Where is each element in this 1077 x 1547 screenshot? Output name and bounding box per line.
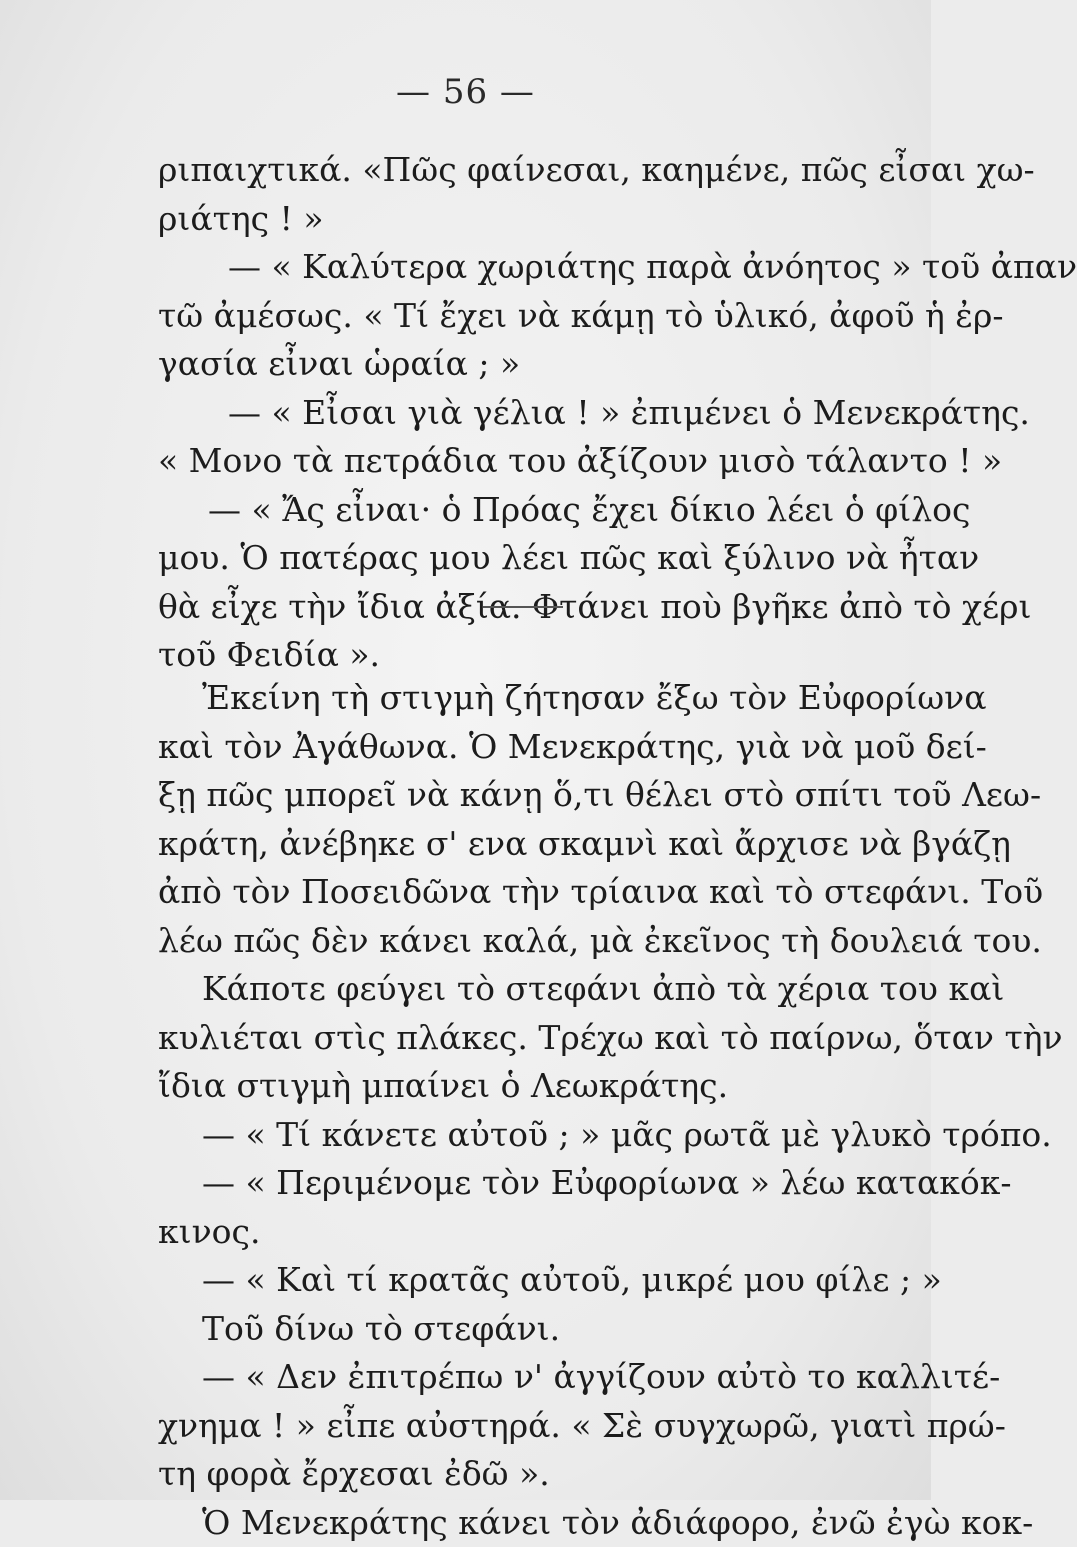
text-line: Τοῦ δίνω τὸ στεφάνι. bbox=[158, 1305, 898, 1354]
text-line: Κάποτε φεύγει τὸ στεφάνι ἀπὸ τὰ χέρια του καὶ bbox=[158, 965, 898, 1014]
text-line: κυλιέται στὶς πλάκες. Τρέχω καὶ τὸ παίρνω, ὅταν τὴν bbox=[158, 1014, 898, 1063]
text-line: — « Εἶσαι γιὰ γέλια ! » ἐπιμένει ὁ Μενεκράτης. bbox=[158, 389, 898, 438]
text-line: τη φορὰ ἔρχεσαι ἐδῶ ». bbox=[158, 1450, 898, 1499]
text-line: θὰ εἶχε τὴν ἴδια ἀξία. Φτάνει ποὺ βγῆκε ἀπὸ τὸ χέρι bbox=[158, 583, 898, 632]
text-line: κινος. bbox=[158, 1208, 898, 1257]
section-divider bbox=[483, 606, 563, 608]
text-line: γασία εἶναι ὡραία ; » bbox=[158, 340, 898, 389]
text-line: λέω πῶς δὲν κάνει καλά, μὰ ἐκεῖνος τὴ δουλειά του. bbox=[158, 917, 898, 966]
text-line: — « Καλύτερα χωριάτης παρὰ ἀνόητος » τοῦ ἀπαν bbox=[158, 243, 898, 292]
text-line: ριάτης ! » bbox=[158, 195, 898, 244]
text-line: — « Τί κάνετε αὐτοῦ ; » μᾶς ρωτᾶ μὲ γλυκὸ τρόπο. bbox=[158, 1111, 898, 1160]
text-line: καὶ τὸν Ἀγάθωνα. Ὁ Μενεκράτης, γιὰ νὰ μοῦ δεί- bbox=[158, 723, 898, 772]
text-line: Ἐκείνη τὴ στιγμὴ ζήτησαν ἔξω τὸν Εὐφορίωνα bbox=[158, 674, 898, 723]
text-line: χνημα ! » εἶπε αὐστηρά. « Σὲ συγχωρῶ, γιατὶ πρώ- bbox=[158, 1402, 898, 1451]
text-line: μου. Ὁ πατέρας μου λέει πῶς καὶ ξύλινο νὰ ἦταν bbox=[158, 534, 898, 583]
text-line: « Μονο τὰ πετράδια του ἀξίζουν μισὸ τάλαντο ! » bbox=[158, 437, 898, 486]
text-line: Ὁ Μενεκράτης κάνει τὸν ἀδιάφορο, ἐνῶ ἐγὼ κοκ- bbox=[158, 1499, 898, 1547]
page-number: — 56 — bbox=[0, 72, 931, 112]
text-line: ἀπὸ τὸν Ποσειδῶνα τὴν τρίαινα καὶ τὸ στεφάνι. Τοῦ bbox=[158, 868, 898, 917]
text-line: — « Περιμένομε τὸν Εὐφορίωνα » λέω κατακόκ- bbox=[158, 1159, 898, 1208]
text-line: ἴδια στιγμὴ μπαίνει ὁ Λεωκράτης. bbox=[158, 1062, 898, 1111]
text-line: — « Δεν ἐπιτρέπω ν' ἀγγίζουν αὐτὸ το καλλιτέ- bbox=[158, 1353, 898, 1402]
text-line: ριπαιχτικά. «Πῶς φαίνεσαι, καημένε, πῶς εἶσαι χω- bbox=[158, 146, 898, 195]
text-line: ξῃ πῶς μπορεῖ νὰ κάνῃ ὅ,τι θέλει στὸ σπίτι τοῦ Λεω- bbox=[158, 771, 898, 820]
text-block-dialogue bbox=[158, 146, 898, 680]
text-block-narrative bbox=[158, 674, 898, 1547]
text-line: κράτη, ἀνέβηκε σ' ενα σκαμνὶ καὶ ἄρχισε νὰ βγάζῃ bbox=[158, 820, 898, 869]
text-line: — « Καὶ τί κρατᾶς αὐτοῦ, μικρέ μου φίλε ; » bbox=[158, 1256, 898, 1305]
text-line: τῶ ἀμέσως. « Τί ἔχει νὰ κάμῃ τὸ ὑλικό, ἀφοῦ ἡ ἐρ- bbox=[158, 292, 898, 341]
text-line: τοῦ Φειδία ». bbox=[158, 631, 898, 680]
text-line: — « Ἄς εἶναι· ὁ Πρόας ἔχει δίκιο λέει ὁ φίλος bbox=[158, 486, 898, 535]
